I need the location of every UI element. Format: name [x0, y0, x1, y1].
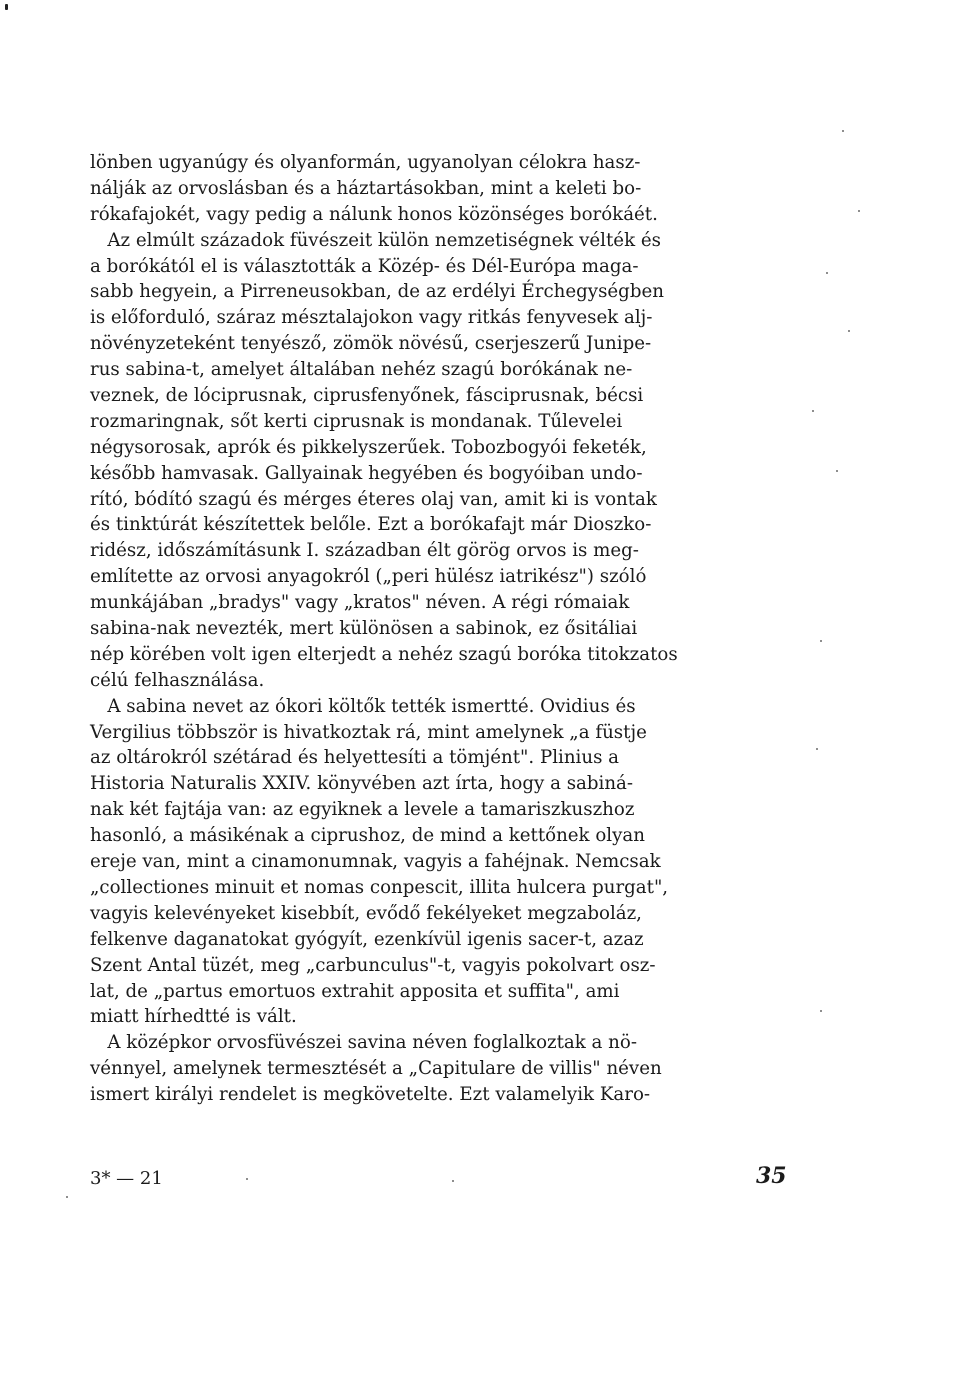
text-line: Vergilius többször is hivatkoztak rá, mint amelynek „a füstje — [90, 721, 647, 743]
scan-speck — [816, 748, 818, 750]
scan-speck — [826, 272, 828, 274]
text-line: „collectiones minuit et nomas conpescit, illita hulcera purgat", — [90, 876, 669, 898]
text-line: a borókától el is választották a Közép- és Dél-Európa maga- — [90, 255, 639, 277]
text-line: célú felhasználása. — [90, 669, 265, 691]
text-line: felkenve daganatokat gyógyít, ezenkívül igenis sacer-t, azaz — [90, 928, 644, 950]
text-line: említette az orvosi anyagokról („peri hülész iatrikész") szóló — [90, 566, 647, 588]
printer-signature: 3* — 21 — [90, 1168, 163, 1189]
text-line: hasonló, a másikénak a ciprushoz, de mind a kettőnek olyan — [90, 825, 645, 847]
text-line: miatt hírhedtté is vált. — [90, 1006, 297, 1028]
scan-speck — [858, 210, 860, 212]
text-line: A középkor orvosfüvészei savina néven foglalkoztak a nö- — [90, 1032, 637, 1054]
text-line: Az elmúlt századok füvészeit külön nemzetiségnek vélték és — [90, 229, 661, 251]
scan-speck — [820, 1010, 822, 1012]
scan-speck — [246, 1178, 248, 1180]
text-line: rozmaringnak, sőt kerti ciprusnak is mondanak. Tűlevelei — [90, 410, 623, 432]
scan-speck — [66, 1196, 68, 1198]
text-line: nak két fajtája van: az egyiknek a levele a tamariszkuszhoz — [90, 799, 635, 821]
text-line: rus sabina-t, amelyet általában nehéz szagú borókának ne- — [90, 359, 633, 381]
text-line: vénnyel, amelynek termesztését a „Capitulare de villis" néven — [90, 1058, 662, 1080]
text-line: Szent Antal tüzét, meg „carbunculus"-t, vagyis pokolvart osz- — [90, 954, 656, 976]
text-line: négysorosak, aprók és pikkelyszerűek. Tobozbogyói feketék, — [90, 436, 647, 458]
text-line: A sabina nevet az ókori költők tették ismertté. Ovidius és — [90, 695, 636, 717]
scan-speck — [848, 330, 850, 332]
text-line: vagyis kelevényeket kisebbít, evődő fekélyeket megzaboláz, — [90, 902, 642, 924]
text-line: rító, bódító szagú és mérges éteres olaj van, amit ki is vontak — [90, 488, 657, 510]
scan-speck — [812, 410, 814, 412]
scan-speck — [820, 640, 822, 642]
body-text — [90, 150, 790, 1108]
scan-speck — [5, 4, 8, 10]
text-line: az oltárokról szétárad és helyettesíti a tömjént". Plinius a — [90, 747, 620, 769]
text-line: sabb hegyein, a Pirreneusokban, de az erdélyi Érchegységben — [90, 281, 664, 303]
text-line: Historia Naturalis XXIV. könyvében azt írta, hogy a sabiná- — [90, 773, 634, 795]
text-line: is előforduló, száraz mésztalajokon vagy ritkás fenyvesek alj- — [90, 307, 653, 329]
text-line: ereje van, mint a cinamonumnak, vagyis a fahéjnak. Nemcsak — [90, 851, 661, 873]
text-line: veznek, de lóciprusnak, ciprusfenyőnek, fásciprusnak, bécsi — [90, 385, 644, 407]
text-line: és tinktúrát készítettek belőle. Ezt a borókafajt már Dioszko- — [90, 514, 652, 536]
scan-speck — [842, 130, 844, 132]
text-line: sabina-nak nevezték, mert különösen a sabinok, ez ősitáliai — [90, 618, 638, 640]
text-line: rókafajokét, vagy pedig a nálunk honos közönséges borókáét. — [90, 203, 658, 225]
text-line: lat, de „partus emortuos extrahit apposita et suffita", ami — [90, 980, 620, 1002]
text-line: növényzeteként tenyésző, zömök növésű, cserjeszerű Junipe- — [90, 333, 652, 355]
text-line: ridész, időszámításunk I. században élt görög orvos is meg- — [90, 540, 639, 562]
scan-speck — [452, 1180, 454, 1182]
text-line: nálják az orvoslásban és a háztartásokban, mint a keleti bo- — [90, 177, 642, 199]
text-line: lönben ugyanúgy és olyanformán, ugyanolyan célokra hasz- — [90, 152, 641, 173]
text-line: nép körében volt igen elterjedt a nehéz szagú boróka titokzatos — [90, 643, 678, 665]
page-number: 35 — [756, 1163, 787, 1189]
text-line: ismert királyi rendelet is megkövetelte. Ezt valamelyik Karo- — [90, 1084, 651, 1106]
text-line: munkájában „bradys" vagy „kratos" néven. A régi rómaiak — [90, 592, 630, 614]
scan-speck — [836, 470, 838, 472]
text-line: később hamvasak. Gallyainak hegyében és bogyóiban undo- — [90, 462, 643, 484]
